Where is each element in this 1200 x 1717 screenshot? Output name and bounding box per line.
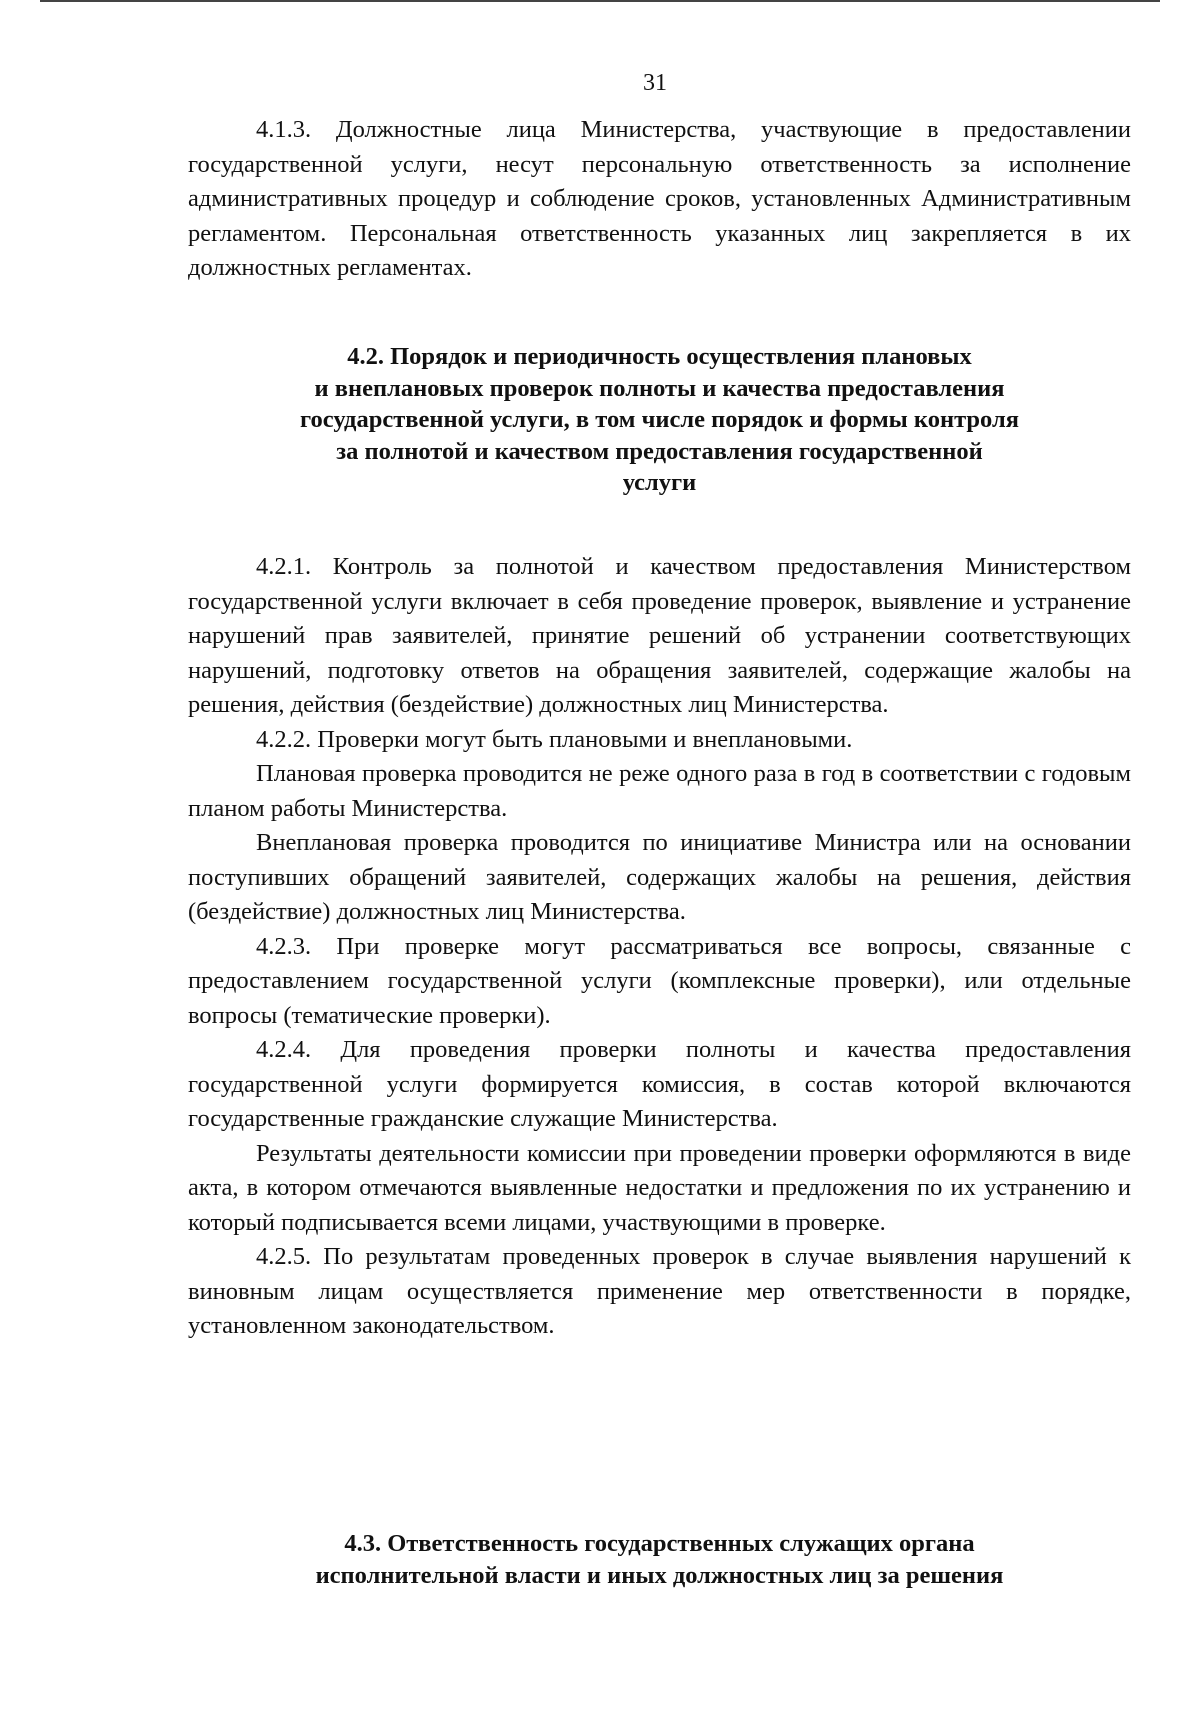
heading-line: и внеплановых проверок полноты и качества предоставления <box>314 374 1005 402</box>
paragraph-4-2-1: 4.2.1. Контроль за полнотой и качеством предоставления Министерством государственной услуги включает в себя проведение проверок, выявление и устранение нарушений прав заявителей, принятие решений об устранении соответствующих нарушений, подготовку ответов на обращения заявителей, содержащие жалобы на решения, действия (бездействие) должностных лиц Министерства. <box>188 553 1131 718</box>
heading-line: исполнительной власти и иных должностных лиц за решения <box>315 1561 1004 1589</box>
scan-top-edge <box>40 0 1160 2</box>
paragraph-4-2-4: 4.2.4. Для проведения проверки полноты и качества предоставления государственной услуги формируется комиссия, в состав которой включаются государственные гражданские служащие Министерства. <box>188 1036 1131 1132</box>
paragraph-4-2-5: 4.2.5. По результатам проведенных проверок в случае выявления нарушений к виновным лицам осуществляется применение мер ответственности в порядке, установленном законодательством. <box>188 1243 1131 1339</box>
paragraph-planned-check: Плановая проверка проводится не реже одного раза в год в соответствии с годовым планом работы Министерства. <box>188 760 1131 822</box>
paragraph-unplanned-check: Внеплановая проверка проводится по инициативе Министра или на основании поступивших обращений заявителей, содержащих жалобы на решения, действия (бездействие) должностных лиц Министерства. <box>188 829 1131 925</box>
heading-4-3 <box>188 1528 1131 1591</box>
heading-line: 4.3. Ответственность государственных служащих органа <box>344 1530 975 1557</box>
paragraph: 4.1.3. Должностные лица Министерства, участвующие в предоставлении государственной услуги, несут персональную ответственность за исполнение административных процедур и соблюдение сроков, установленных Административным регламентом. Персональная ответственность указанных лиц закрепляется в их должностных регламентах. <box>188 116 1131 281</box>
paragraph-4-2-2: 4.2.2. Проверки могут быть плановыми и внеплановыми. <box>256 725 853 753</box>
heading-line: за полнотой и качеством предоставления государственной <box>336 437 983 465</box>
section-4-2-body <box>188 550 1131 1344</box>
heading-line: услуги <box>622 469 697 496</box>
paragraph-4-2-3: 4.2.3. При проверке могут рассматриваться все вопросы, связанные с предоставлением государственной услуги (комплексные проверки), или отдельные вопросы (тематические проверки). <box>188 932 1131 1029</box>
heading-line: государственной услуги, в том числе порядок и формы контроля <box>300 406 1019 433</box>
page-number: 31 <box>643 70 667 96</box>
heading-line: 4.2. Порядок и периодичность осуществления плановых <box>347 343 972 370</box>
section-4-1-3 <box>188 113 1131 286</box>
paragraph-commission-results: Результаты деятельности комиссии при проведении проверки оформляются в виде акта, в котором отмечаются выявленные недостатки и предложения по их устранению и который подписывается всеми лицами, участвующими в проверке. <box>188 1139 1131 1236</box>
heading-4-2 <box>188 341 1131 499</box>
